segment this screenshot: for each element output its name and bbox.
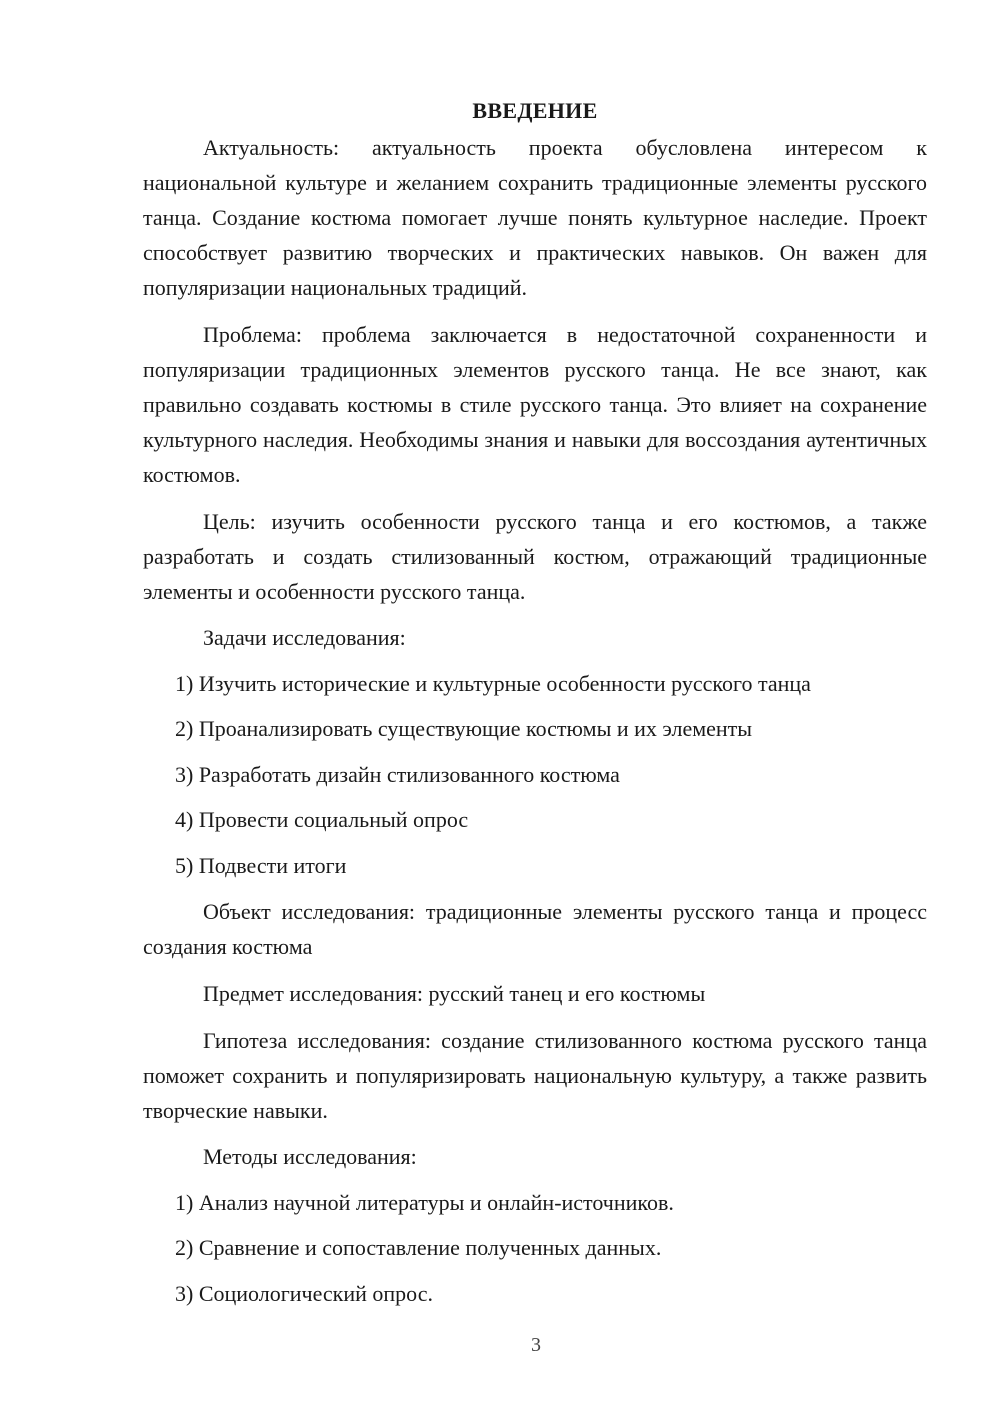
list-item: 3) Социологический опрос.	[175, 1280, 433, 1306]
section-heading: ВВЕДЕНИЕ	[472, 98, 598, 123]
document-page	[143, 96, 927, 1322]
methods-list	[143, 1186, 927, 1311]
tasks-label: Задачи исследования:	[203, 625, 406, 650]
list-item: 1) Анализ научной литературы и онлайн-источников.	[175, 1189, 674, 1215]
list-item: 2) Сравнение и сопоставление полученных данных.	[175, 1235, 662, 1260]
relevance-paragraph: Актуальность: актуальность проекта обусловлена интересом к национальной культуре и желанием сохранить традиционные элементы русского танца. Создание костюма помогает лучше понять культурное наследие. Проект способствует развитию творческих и практических навыков. Он важен для популяризации национальных традиций.	[143, 135, 927, 300]
list-item: 2) Проанализировать существующие костюмы и их элементы	[175, 716, 753, 741]
methods-label: Методы исследования:	[203, 1144, 417, 1169]
list-item: 5) Подвести итоги	[175, 852, 347, 878]
hypothesis-paragraph: Гипотеза исследования: создание стилизованного костюма русского танца поможет сохранить и популяризировать национальную культуру, а также развить творческие навыки.	[143, 1028, 927, 1123]
list-item: 1) Изучить исторические и культурные особенности русского танца	[175, 670, 811, 696]
subject-paragraph: Предмет исследования: русский танец и его костюмы	[203, 981, 706, 1006]
tasks-list	[143, 667, 927, 883]
problem-paragraph: Проблема: проблема заключается в недостаточной сохраненности и популяризации традиционных элементов русского танца. Не все знают, как правильно создавать костюмы в стиле русского танца. Это влияет на сохранение культурного наследия. Необходимы знания и навыки для воссоздания аутентичных костюмов.	[143, 322, 927, 487]
list-item: 3) Разработать дизайн стилизованного костюма	[175, 761, 620, 787]
goal-paragraph: Цель: изучить особенности русского танца и его костюмов, а также разработать и создать стилизованный костюм, отражающий традиционные элементы и особенности русского танца.	[143, 509, 927, 604]
page-number: 3	[531, 1334, 541, 1356]
list-item: 4) Провести социальный опрос	[175, 807, 469, 832]
object-paragraph: Объект исследования: традиционные элементы русского танца и процесс создания костюма	[143, 899, 927, 959]
